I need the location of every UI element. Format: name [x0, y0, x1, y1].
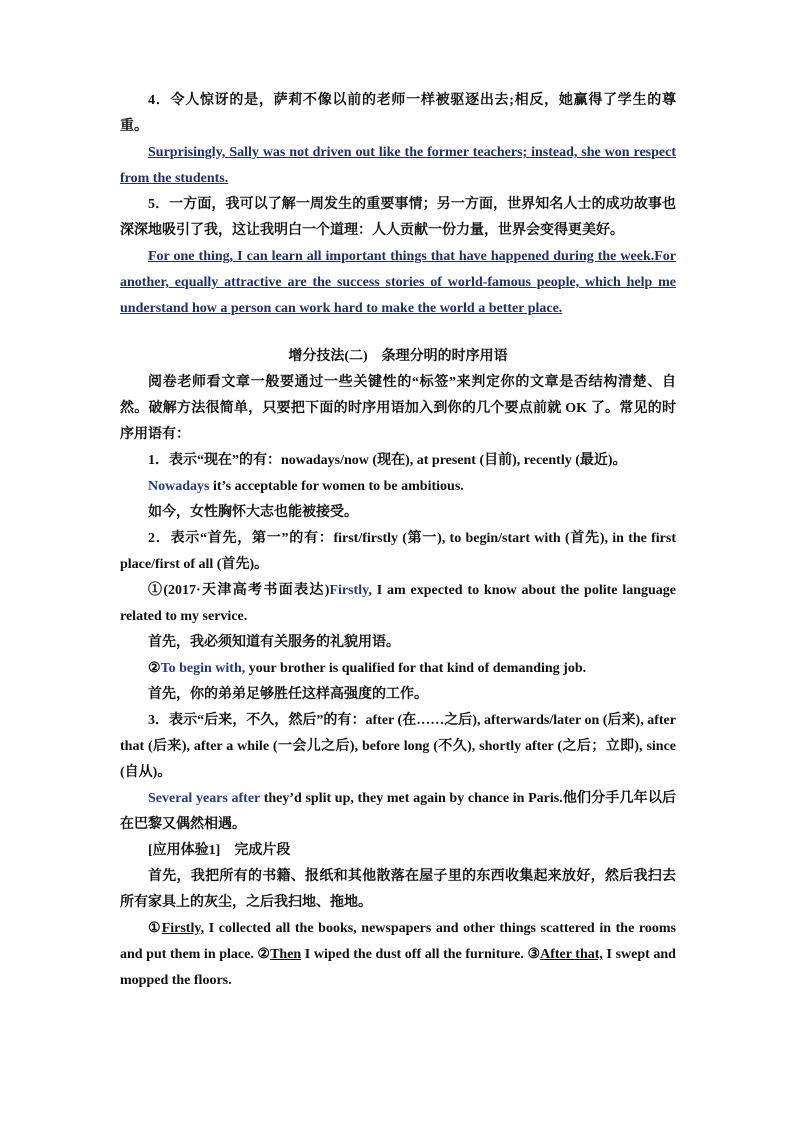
practice-answer	[120, 916, 676, 994]
highlight-phrase: Firstly,	[329, 583, 372, 598]
point2-example1-cn: 首先，我必须知道有关服务的礼貌用语。	[148, 635, 400, 650]
practice-label: [应用体验1] 完成片段	[148, 843, 291, 858]
example-rest: it’s acceptable for women to be ambitious.	[209, 479, 464, 494]
point3-example	[120, 786, 676, 838]
point2-text: 2．表示“首先，第一”的有：first/firstly (第一), to begin/start with (首先), in the first place/first of all (首先)。	[120, 531, 676, 572]
highlight-phrase: To begin with,	[160, 661, 246, 676]
section-title: 增分技法(二) 条理分明的时序用语	[288, 349, 508, 364]
point2-example2-cn: 首先，你的弟弟足够胜任这样高强度的工作。	[148, 687, 428, 702]
answer-marker: ①	[148, 921, 162, 936]
example-prefix: ①(2017·天津高考书面表达)	[148, 583, 330, 598]
answer-marker: ②	[257, 947, 271, 962]
point1-example	[120, 474, 676, 500]
answer-rest: I swept and mopped the floors.	[120, 947, 676, 988]
item5-chinese: 5．一方面，我可以了解一周发生的重要事情；另一方面，世界知名人士的成功故事也深深地吸引了我，这让我明白一个道理：人人贡献一份力量，世界会变得更美好。	[120, 197, 676, 238]
answer-rest: I wiped the dust off all the furniture.	[301, 947, 528, 962]
item4-answer: Surprisingly, Sally was not driven out like the former teachers; instead, she won respect from the students.	[120, 145, 676, 186]
example-rest: they’d split up, they met again by chance in Paris.他们分手几年以后在巴黎又偶然相遇。	[120, 791, 676, 832]
point1-text: 1．表示“现在”的有：nowadays/now (现在), at present (目前), recently (最近)。	[148, 453, 627, 468]
spacer	[120, 322, 676, 344]
example-prefix: ②	[148, 661, 161, 676]
point2-example1	[120, 578, 676, 630]
point1-example-cn: 如今，女性胸怀大志也能被接受。	[148, 505, 358, 520]
point3-text: 3．表示“后来，不久，然后”的有：after (在……之后), afterwards/later on (后来), after that (后来), after a while (一会儿之后), before long (不久), shortly after (之后；立即), since (自从)。	[120, 713, 676, 780]
example-rest: I am expected to know about the polite language related to my service.	[120, 583, 677, 624]
answer-blank: After that,	[540, 947, 603, 962]
item4-chinese: 4．令人惊讶的是，萨莉不像以前的老师一样被驱逐出去;相反，她赢得了学生的尊重。	[120, 93, 676, 134]
highlight-phrase: Several years after	[148, 791, 261, 806]
point2-example2	[120, 656, 676, 682]
answer-blank: Firstly,	[161, 921, 205, 936]
practice-chinese: 首先，我把所有的书籍、报纸和其他散落在屋子里的东西收集起来放好，然后我扫去所有家具上的灰尘，之后我扫地、拖地。	[120, 869, 676, 910]
answer-marker: ③	[527, 947, 541, 962]
section-intro: 阅卷老师看文章一般要通过一些关键性的“标签”来判定你的文章是否结构清楚、自然。破解方法很简单，只要把下面的时序用语加入到你的几个要点前就 OK 了。常见的时序用语有：	[120, 375, 676, 442]
answer-rest: I collected all the books, newspapers and other things scattered in the rooms and put them in place.	[120, 921, 676, 962]
example-rest: your brother is qualified for that kind of demanding job.	[245, 661, 587, 676]
highlight-phrase: Nowadays	[148, 479, 210, 494]
answer-blank: Then	[270, 947, 302, 962]
item5-answer: For one thing, I can learn all important things that have happened during the week.For another, equally attractive are the success stories of world-famous people, which help me understand how a person can work hard to make the world a better place.	[120, 249, 676, 316]
document-page	[120, 88, 676, 994]
